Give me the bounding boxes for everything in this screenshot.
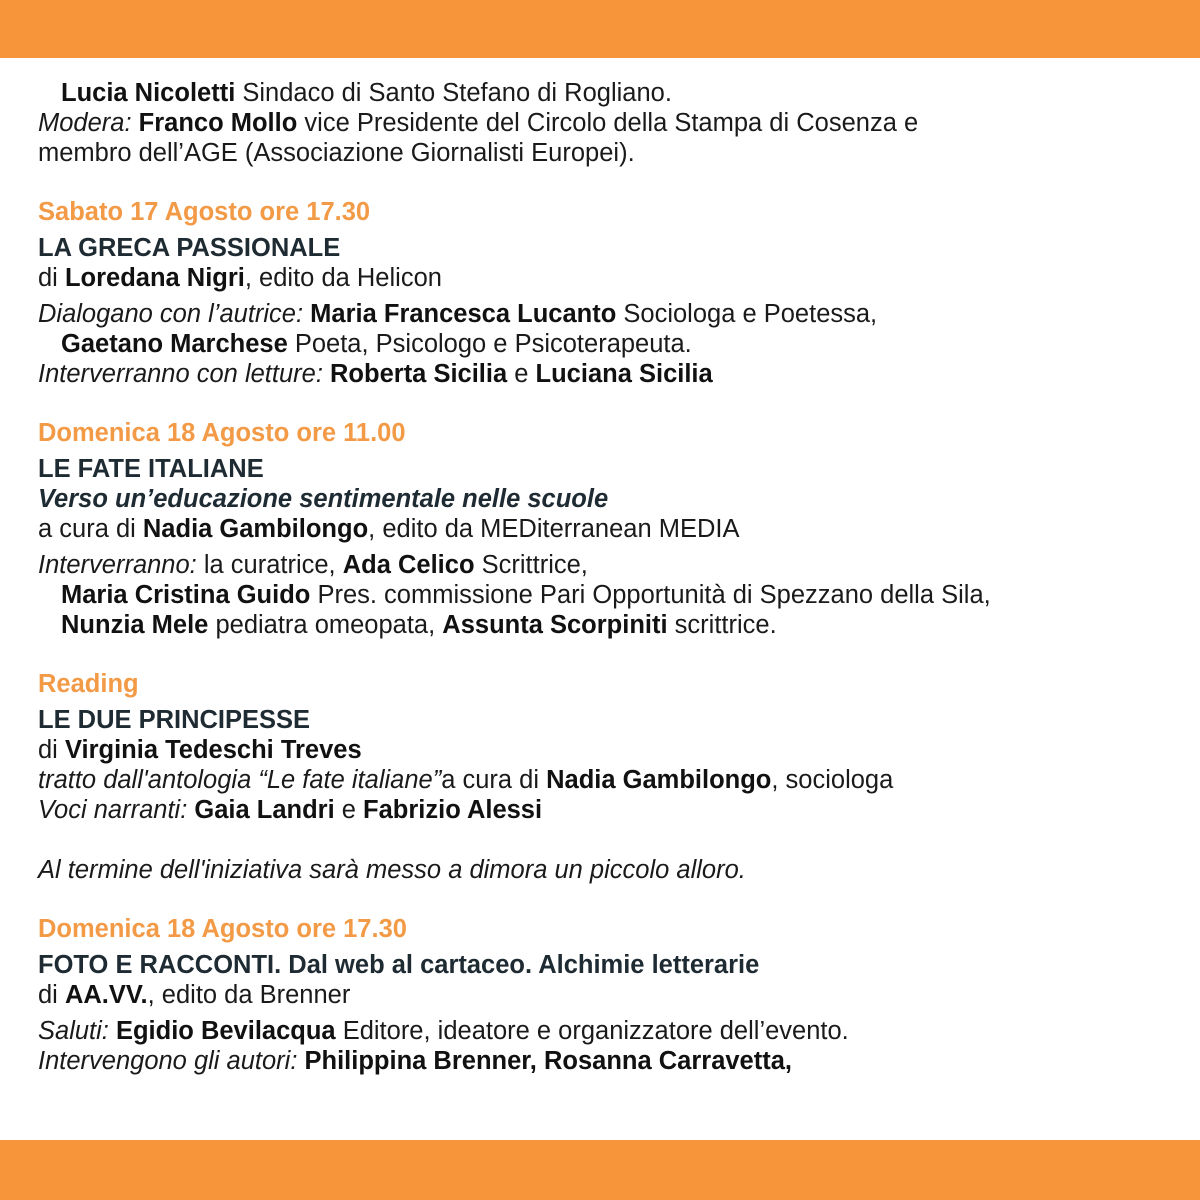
reading-author: di Virginia Tedeschi Treves xyxy=(38,736,362,764)
event-2-title: LE FATE ITALIANE xyxy=(38,455,264,483)
intro-line-2: Modera: Franco Mollo vice Presidente del Circolo della Stampa di Cosenza e xyxy=(38,109,919,137)
event-1-readers: Interverranno con letture: Roberta Sicilia e Luciana Sicilia xyxy=(38,360,713,388)
event-2-speakers-1: Interverranno: la curatrice, Ada Celico Scrittrice, xyxy=(38,551,588,579)
event-2-author: a cura di Nadia Gambilongo, edito da MEDiterranean MEDIA xyxy=(38,515,740,543)
bottom-orange-band xyxy=(0,1140,1200,1200)
event-3-greetings: Saluti: Egidio Bevilacqua Editore, ideatore e organizzatore dell’evento. xyxy=(38,1017,849,1045)
reading-closing-note: Al termine dell'iniziativa sarà messo a dimora un piccolo alloro. xyxy=(38,856,746,884)
reading-heading: Reading xyxy=(38,670,139,698)
event-3-date: Domenica 18 Agosto ore 17.30 xyxy=(38,915,407,943)
event-2-subtitle: Verso un’educazione sentimentale nelle scuole xyxy=(38,485,609,513)
intro-line-1: Lucia Nicoletti Sindaco di Santo Stefano di Rogliano. xyxy=(61,79,672,107)
program-text xyxy=(38,78,1162,1076)
event-2 xyxy=(38,418,1162,640)
event-3-author: di AA.VV., edito da Brenner xyxy=(38,981,351,1009)
event-1-dialog-2: Gaetano Marchese Poeta, Psicologo e Psicoterapeuta. xyxy=(61,330,692,358)
event-2-speakers-2: Maria Cristina Guido Pres. commissione Pari Opportunità di Spezzano della Sila, xyxy=(61,581,991,609)
event-1-dialog: Dialogano con l’autrice: Maria Francesca Lucanto Sociologa e Poetessa, xyxy=(38,300,878,328)
event-3-authors: Intervengono gli autori: Philippina Brenner, Rosanna Carravetta, xyxy=(38,1047,792,1075)
event-1-title: LA GRECA PASSIONALE xyxy=(38,234,341,262)
event-1 xyxy=(38,197,1162,389)
reading xyxy=(38,669,1162,885)
event-3 xyxy=(38,914,1162,1076)
event-1-author: di Loredana Nigri, edito da Helicon xyxy=(38,264,442,292)
reading-source: tratto dall'antologia “Le fate italiane”a cura di Nadia Gambilongo, sociologa xyxy=(38,766,894,794)
event-2-date: Domenica 18 Agosto ore 11.00 xyxy=(38,419,406,447)
reading-voices: Voci narranti: Gaia Landri e Fabrizio Alessi xyxy=(38,796,543,824)
top-orange-band xyxy=(0,0,1200,58)
event-3-title: FOTO E RACCONTI. Dal web al cartaceo. Alchimie letterarie xyxy=(38,951,760,979)
reading-title: LE DUE PRINCIPESSE xyxy=(38,706,311,734)
intro-line-3: membro dell’AGE (Associazione Giornalisti Europei). xyxy=(38,139,635,167)
event-2-speakers-3: Nunzia Mele pediatra omeopata, Assunta Scorpiniti scrittrice. xyxy=(61,611,777,639)
event-1-date: Sabato 17 Agosto ore 17.30 xyxy=(38,198,371,226)
